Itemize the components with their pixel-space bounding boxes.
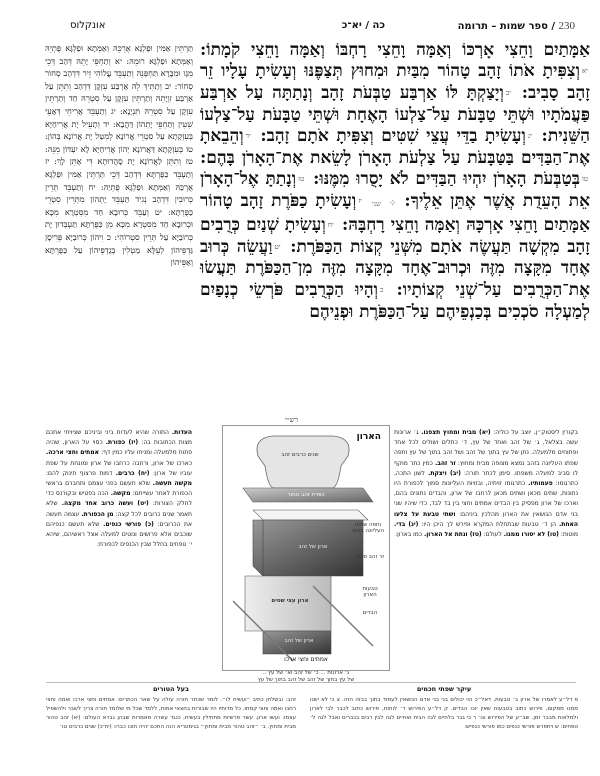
verse-number: יט [274,242,281,251]
rashi-text: לעולם: [481,531,504,539]
verse-text: וְהָיוּ הַכְּרֻבִים פֹּרְשֵׂי כְנָפַיִם לְמַעְלָה סֹכְכִים בְּכַנְפֵיהֶם עַל־הַכַּפֹּרֶת וּפְנֵיהֶם [200,280,590,322]
footer-divider [46,682,576,683]
aliya-label: שני [371,199,381,208]
rashi-text: התורה שהיא לעדות ביני וביניכם שציויתי אתכם מצות הכתובות בה: [46,429,192,447]
rashi-text: כמו בארון: [395,531,424,539]
chapter-reference: כה / יא־כ [341,20,385,31]
middle-box-label: ארון עצי שטים [271,598,309,604]
rashi-heading: (טו) לא יסורו ממנו. [503,531,559,539]
page-number: 230 [558,20,575,32]
figure-title: הארון [356,432,381,442]
rashi-text: ג׳ ארונות עשה בצלאל, ג׳ של זהב ואחד של עץ, ד׳ כתלים ושולים לכל אחד ופתוחים מלמעלה. נתן של עץ בתוך של זהב ושל זהב בתוך של עץ וחפה שפתו העליונה בזהב נמצא מצופה מבית ומחוץ: [394,429,578,467]
verse-text: וְהֵבֵאתָ אֶת־הַבַּדִּים בַּטַּבָּעֹת עַל צַלְעֹת הָאָרֹן לָשֵׂאת אֶת־הָאָרֹן בָּהֶם: [200,126,590,168]
rashi-heading: זר זהב. [434,459,456,467]
rashi-heading: אמתים וחצי ארכה. [46,449,99,457]
inner-box-label: ארון של זהב [298,544,328,550]
rim-shape [253,510,368,520]
verse-text: וְנָתַתָּ אֶל־הָאָרֹן אֵת הָעֵדֻת אֲשֶׁר אֶתֵּן אֵלֶיךָ: [200,169,590,211]
verse-text: וְעָשִׂיתָ בַדֵּי עֲצֵי שִׁטִּים וְצִפִּיתָ אֹתָם זָהָב: [260,126,526,147]
rashi-text: שלא תאמר שנים כרובים לכל קצה: [46,500,192,518]
rashi-text: שלא תעשם בפני עצמם ותחברם בראשי הכפורת לאחר עשייתם: [46,480,193,498]
verse-text: וְעָשִׂיתָ שְׁנַיִם כְּרֻבִים זָהָב מִקְשָׁה תַּעֲשֶׂה אֹתָם מִשְּׁנֵי קְצוֹת הַכַּפֹּרֶת: [200,215,591,258]
rashi-heading: (יג) בדי. [394,520,419,528]
rashi-text: כמין כתר מוקף לו סביב למעלה משפתו. סימן לכתר תורה: [394,459,579,477]
rashi-heading: פעמותיו. [528,480,553,488]
onkelos-title: אונקלוס [70,20,106,31]
rashi-text: לשון התכה, כתרגומו: [394,469,579,488]
rashi-heading: מקשה תעשה. [152,480,192,488]
dimension-label: אמתים וחצי ארכו [284,656,328,663]
verse-text: וְעָשִׂיתָ כַפֹּרֶת זָהָב טָהוֹר אַמָּתַיִם וָחֵצִי אָרְכָּהּ וְאַמָּה וָחֵצִי רָחְבָּהּ: [200,190,591,236]
verse-number: טו [581,175,588,184]
rashi-heading: ושתי טבעת על צלעו האחת. [394,510,578,528]
verse-number: כ [380,285,384,294]
verse-number: יח [327,221,334,230]
ark-illustration [222,425,390,671]
rashi-label: רש״י [285,416,298,424]
cherubim-label: שנים כרבים זהב [281,452,319,458]
rim-label: וחפה שפתו העליונה בזהב [351,522,385,534]
verse-text: בְּטַבְּעֹת הָאָרֹן יִהְיוּ הַבַּדִּים לֹא יָסֻרוּ מִמֶּנּוּ: [313,169,580,190]
rashi-heading: (כ) פורשי כנפים. [103,520,154,528]
page-header-book: 230 / ספר שמות – תרומה [457,20,575,32]
zer-label: זר זהב סביב [355,554,385,560]
rashi-heading: (טז) ונתת אל הארון. [423,531,482,539]
aliya-marker-icon: ⁘ [388,198,397,209]
rashi-heading: (יט) ועשה כרוב אחד מקצה. [61,500,149,508]
rashi-heading: מקשה. [110,490,131,498]
rashi-text: מוטות: [558,531,578,539]
verse-number: יז [358,196,363,205]
outer-box-label: ארון של זהב [284,638,314,644]
siftei-chachamim-title: עיקר שפתי חכמים [416,685,472,693]
rashi-text: הן ד׳ טבעות שבתחלת המקרא ופירש לך היכן היו: [418,520,559,528]
rashi-text: כסוי על הארון, שהיה פתוח מלמעלה ומניחו עליו כמין דף: [46,439,192,457]
rings-label: טבעות הארון [362,586,378,598]
verse-text: אַמָּתַיִם וָחֵצִי אָרְכּוֹ וְאַמָּה וָחֵצִי רָחְבּוֹ וְאַמָּה וָחֵצִי קֹמָתוֹ: [200,40,590,60]
verse-number: טז [298,175,305,184]
rashi-text: כתרגומו זויתיה, ובזויות העליונות סמוך לכפורת היו נתונות, שתים מכאן ושתים מכאן לרחבו של ארון, והבדים נתונים בהם, וארכו של ארון מפסיק בין הבדים אמתים וחצי בין בד לבד, כדי שיהיו שני בני אדם הנושאין את הארון מהלכין ביניהם: [394,480,578,518]
verse-text: וְצִפִּיתָ אֹתוֹ זָהָב טָהוֹר מִבַּיִת וּמִחוּץ תְּצַפֶּנּוּ וְעָשִׂיתָ עָלָיו זֵר זָהָב סָבִיב: [200,61,591,104]
running-header [40,20,575,36]
torah-text [200,40,590,323]
baal-haturim-text: זהב: ובשלחן כתיב ״ועשית לו״. לומר שכתר תורה עולה על שאר הכתרים: אמתים וחצי ארכו ואמה וחצי רחבו ואמה וחצי קמתו. כל מדותיו היו שבורות בחצאי אמות, ללמד שכל מי שלומד תורה צריך לשבר ולהשפיל עצמו: ועשו ארון. עשר פרשיות מתחילין בעשית, כנגד עשרה מאמרות שבהן נברא העולם: (יא) זהב טהור מבית ומחוץ. ב׳ ״זהב טהור מבית ומחוץ״ בגימטריא הנה החכם יהיה תוכו כברו: (יח־כ) שנים כרבים וגו׳ [46,697,296,730]
kaporet-label: כפרת זהב טהור [287,492,325,498]
verse-number: יג [527,132,532,141]
caption-line: של עץ בתוך של זהב של זהב בתוך של עץ [257,677,355,683]
rashi-heading: מן הכפורת. [81,510,114,518]
cherubim-shape [257,436,349,488]
rashi-text: דמות פרצוף תינוק להם: [46,469,116,477]
rashi-commentary-left [46,428,192,550]
rashi-heading: (יח) כרבים. [115,469,150,477]
caption-line: ג׳ ארונות ... כ׳ של זהב וא׳ של עץ .. [262,670,350,676]
rashi-heading: (יא) מבית ומחוץ תצפנו. [421,429,491,436]
rashi-text: שלא תעשם כנפיהם שוכבים אלא פרושים ונוטים למעלה אצל ראשיהם, שיהא י׳ טפחים בחלל שבין הכנפים לכפורת: [46,520,192,549]
rashi-text: עצמה תעשה את הכרובים: [46,510,192,528]
rashi-heading: העדות. [171,429,192,436]
book-title: ספר שמות – תרומה [457,21,548,32]
siftei-chachamim-text: פ דל״ע לאמרו של ארון ב׳ טבעות, דאל״כ הוי יכולים בני בני אדם הנושאין לעמוד בתוך בבזה הזה. צ כי לא ישנו ממנו ממקום, פירוש כתוב בטבעות שאין יוכו הבדים. ק דל״ע הפירוש ד׳ לוחות, פירוש כתוב לכבר לבי לארון ולמלאות מבבר זמן. שב״ע של הפירוש וגו׳ ר כי גבר בלחיים לגה הבית ואחיים לגה לבין רבים בכברים ואבל לגה ל׳ טפחים: ש ויתפרש פורשי כנפים כמו פורשי כנפיש: [310,697,578,730]
verse-number: יב [505,89,512,98]
figure-caption [229,655,383,664]
onkelos-column: תַּרְתֵּין אַמִּין וּפַלְגָּא אֻרְכֵּהּ וְאַמְּתָא וּפַלְגָּא פֻּתְיֵהּ וְאַמְּתָא וּפַלְגָּא רוּמֵהּ: יא וְתַחְפֵּי יָתֵהּ דְּהַב דְּכֵי מִגָּו וּמִבָּרָא תַּחְפְּנֵהּ וְתַעְבֵּד עֲלוֹהִי זֵיר דִּדְהַב סְחוֹר סְחוֹר: יב וְתַתִּיךְ לֵהּ אַרְבַּע עִזְקָן דִּדְהַב וְתִתֵּן עַל אַרְבַּע זִוְיָתֵהּ וְתַרְתֵּין עִזְקָן עַל סִטְרֵהּ חַד וְתַרְתֵּין עִזְקָן עַל סִטְרֵהּ תִּנְיָנָא: יג וְתַעְבֵּד אֲרִיחֵי דְּאָעֵי שִׁטִּין וְתַחְפֵּי יָתְהוֹן דַּהֲבָא: יד וְתָעֵיל יָת אֲרִיחַיָּא בְּעִזְקָתָא עַל סִטְרֵי אֲרוֹנָא לְמִטַּל יָת אֲרוֹנָא בְּהוֹן: טו בְּעִזְקָתָא דַּאֲרוֹנָא יְהוֹן אֲרִיחַיָּא לָא יִעְדּוֹן מִנֵּהּ: טז וְתִתֵּן לַאֲרוֹנָא יָת סָהֲדוּתָא דִּי אֶתֵּן לָךְ: יז וְתַעְבֵּד כַּפֻּרְתָּא דִּדְהַב דְּכֵי תַּרְתֵּין אַמִּין וּפַלְגָּא אֻרְכַּהּ וְאַמְּתָא וּפַלְגָּא פֻּתְיַהּ: יח וְתַעְבֵּד תְּרֵין כְּרוּבִין דִּדְהַב נְגִיד תַּעְבֵּד יָתְהוֹן מִתְּרֵין סִטְרֵי כַּפֻּרְתָּא: יט וְעַבֵּד כְּרוּבָא חַד מִסִּטְרָא מִכָּא וּכְרוּבָא חַד מִסִּטְרָא מִכָּא מִן כַּפֻּרְתָּא תַּעְבְּדוּן יָת כְּרוּבַיָּא עַל תְּרֵין סִטְרוֹהִי: כ וִיהוֹן כְּרוּבַיָּא פְּרִיסָן גַּדְפֵּיהוֹן לְעֵלָּא מַטְלִין בְּגַדְפֵּיהוֹן עַל כַּפֻּרְתָּא וְאַפֵּיהוֹן [45,43,193,268]
baal-haturim-title: בעל הטורים [153,685,189,693]
rashi-text: הכה בפטיש ובקורנס כדי לחלק הצורות: [46,490,192,508]
verse-text: וְיָצַקְתָּ לּוֹ אַרְבַּע טַבְּעֹת זָהָב וְנָתַתָּה עַל אַרְבַּע פַּעֲמֹתָיו וּשְׁתֵּי טַבָּעֹת עַל־צַלְעוֹ הָאֶחָת וּשְׁתֵּי טַבָּעֹת עַל־צַלְעוֹ הַשֵּׁנִית: [200,83,590,147]
rashi-text: כארכו של ארון, ורחבה כרחבו של ארון ומונחת על שפת עוביו של ארון: [46,459,192,477]
rashi-heading: (יז) כפורת. [105,439,139,447]
rashi-heading: (יב) ויצקת. [428,469,461,477]
verse-number: יא [581,67,588,76]
rashi-text: בקורין ליסטוק״ן, יוצב על כוליה: [490,429,578,436]
rashi-commentary-right [394,428,578,540]
verse-text: וַעֲשֵׂה כְּרוּב אֶחָד מִקָּצָה מִזֶּה וּכְרוּב־אֶחָד מִקָּצָה מִזֶּה מִן־הַכַּפֹּרֶת תַּעֲשׂוּ אֶת־הַכְּרֻבִים עַל־שְׁנֵי קְצוֹתָיו: [200,237,591,301]
verse-number: יד [245,132,251,141]
poles-label: הבדים [362,610,378,616]
